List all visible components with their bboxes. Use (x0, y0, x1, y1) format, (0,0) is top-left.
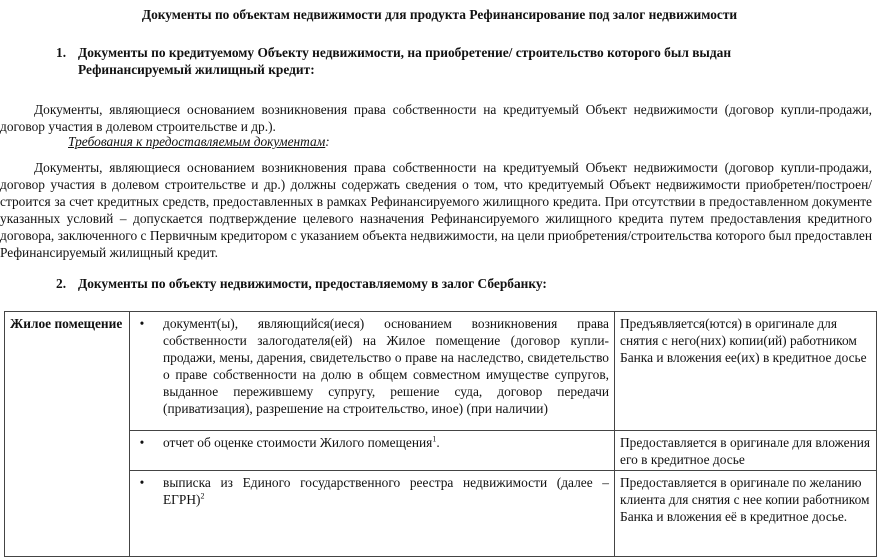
section-1-heading (56, 44, 816, 78)
section-2-heading (56, 275, 816, 292)
section-1-heading-text: Документы по кредитуемому Объекту недвижимости, на приобретение/ строительство которого был выдан Рефинансируемый жилищный кредит: (78, 45, 732, 77)
footnote-ref-1[interactable]: 1 (432, 434, 437, 444)
requirements-label (68, 133, 330, 150)
category-cell: Жилое помещение (5, 312, 130, 557)
document-text: документ(ы), являющийся(иеся) основанием возникновения права собственности залогодателя(ей) на Жилое помещение (договор купли-продажи, мены, дарения, свидетельство о праве на наследство, свидетельство о праве собственности на долю в общем совместном имуществе супругов, выданное пережившему супругу, решение суда, договор передачи (приватизация), разрешение на строительство, иное) (при наличии) (163, 316, 609, 416)
document-text: отчет об оценке стоимости Жилого помещения (163, 435, 433, 450)
document-cell (130, 431, 615, 471)
document-text-tail: . (436, 435, 440, 450)
section-1-number: 1. (56, 45, 67, 60)
footnote-ref-2[interactable]: 2 (200, 491, 205, 501)
note-cell: Предоставляется в оригинале по желанию клиента для снятия с нее копии работником Банка и вложения её в кредитное досье. (615, 471, 877, 557)
note-cell: Предъявляется(ются) в оригинале для снятия с него(них) копии(ий) работником Банка и вложения ее(их) в кредитное досье (615, 312, 877, 431)
section-2-number: 2. (56, 276, 67, 291)
section-2-heading-text: Документы по объекту недвижимости, предоставляемому в залог Сбербанку: (78, 276, 547, 291)
bullet-icon: • (139, 475, 145, 490)
document-cell (130, 312, 615, 431)
note-cell: Предоставляется в оригинале для вложения его в кредитное досье (615, 431, 877, 471)
document-cell (130, 471, 615, 557)
section-1-intro: Документы, являющиеся основанием возникновения права собственности на кредитуемый Объект недвижимости (договор купли-продажи, договор участия в долевом строительстве и др.). (0, 102, 872, 134)
table-row (5, 312, 877, 431)
bullet-icon: • (139, 316, 145, 331)
document-text: выписка из Единого государственного реестра недвижимости (далее – ЕГРН) (163, 475, 609, 507)
requirements-colon: : (325, 134, 330, 149)
page-title: Документы по объектам недвижимости для продукта Рефинансирование под залог недвижимости (141, 7, 738, 22)
requirements-text: Документы, являющиеся основанием возникновения права собственности на кредитуемый Объект недвижимости (договор купли-продажи, договор участия в долевом строительстве и др.) должны содержать сведения о том, что кредитуемый Объект недвижимости приобретен/построен/строится за счет кредитных средств, предоставленных в рамках Рефинансируемого жилищного кредита. При отсутствии в предоставленном документе указанных условий – допускается подтверждение целевого назначения Рефинансируемого жилищного кредита путем предоставления кредитного договора, заключенного с Первичным кредитором с указанием объекта недвижимости, на цели приобретения/строительства которого был предоставлен Рефинансируемый жилищный кредит. (0, 160, 872, 260)
table-row (5, 431, 877, 471)
table-row (5, 471, 877, 557)
documents-table (4, 311, 877, 557)
requirements-label-text: Требования к предоставляемым документам (68, 134, 326, 149)
bullet-icon: • (139, 435, 145, 450)
